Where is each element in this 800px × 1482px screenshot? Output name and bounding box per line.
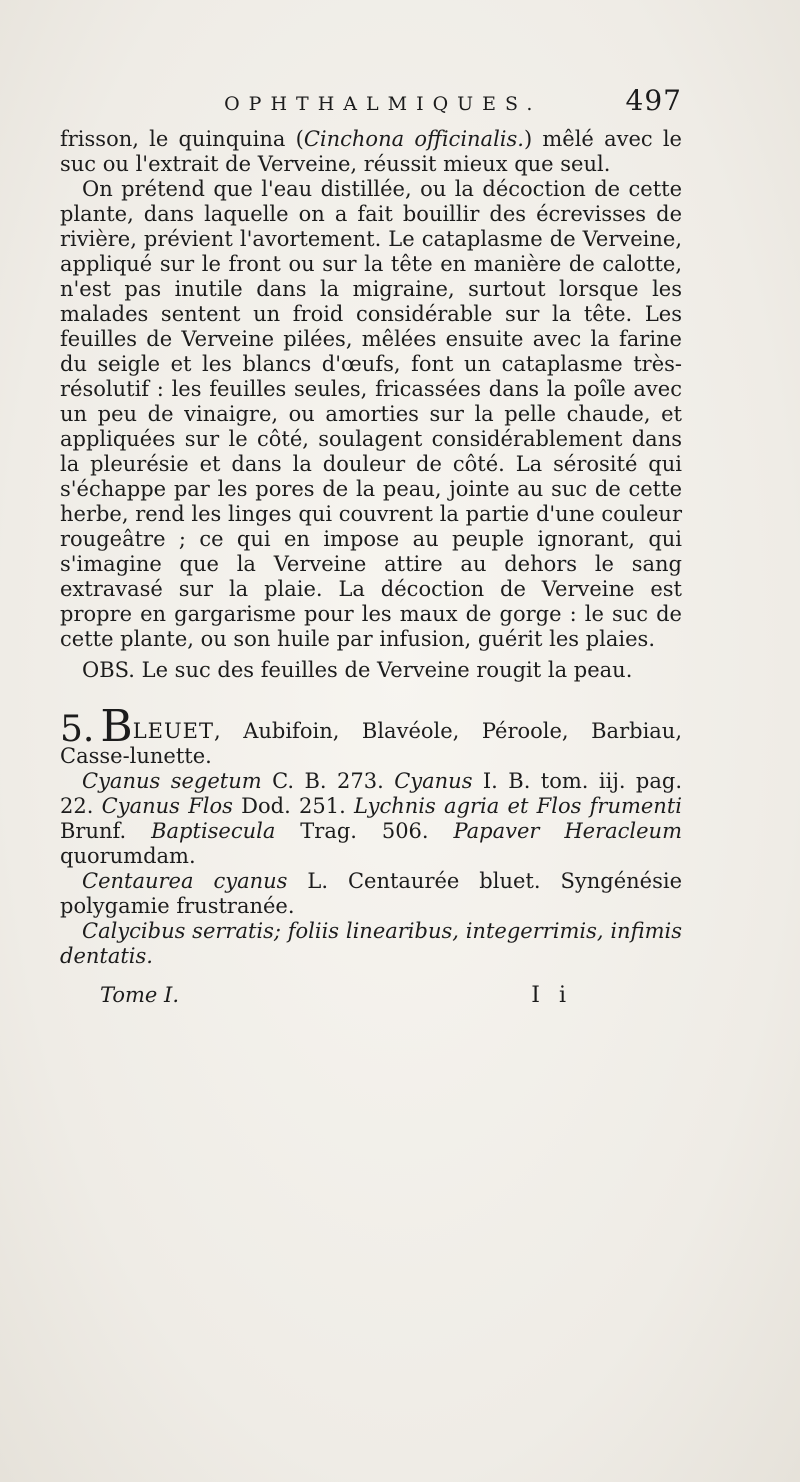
page-number: 497 (625, 84, 682, 117)
synonym-latin: Cyanus (394, 769, 473, 793)
observation-note: OBS. Le suc des feuilles de Verveine rougit la peau. (82, 658, 633, 682)
diagnosis-text: Calycibus serratis; foliis linearibus, integerrimis, infimis dentatis. (60, 919, 682, 968)
entry-common-names: , Aubifoin, Blavéole, Péroole, Barbiau, Casse-lunette. (60, 719, 682, 768)
synonym-reference: I. B. tom. iij. pag. 22. (60, 769, 683, 818)
entry-number: 5. (60, 709, 95, 750)
synonym-reference: Brunf. (60, 819, 152, 843)
p1-latin-name: Cinchona officinalis. (303, 127, 524, 151)
entry-head-rest: LEUET (132, 719, 215, 743)
synonym-reference: Trag. 506. (275, 819, 454, 843)
signature-mark: I i (531, 983, 572, 1008)
entry-dropcap: B (100, 701, 133, 752)
synonym-latin: Cyanus segetum (82, 769, 262, 793)
synonym-reference: quorumdam. (60, 844, 196, 868)
synonym-latin: Baptisecula (151, 819, 276, 843)
volume-label: Tome I. (100, 983, 180, 1007)
plant-entry (60, 701, 683, 969)
page-footer (60, 983, 682, 1008)
synonym-latin: Papaver Heracleum (453, 819, 682, 843)
entry-synonyms (60, 769, 682, 869)
synonym-reference: Dod. 251. (232, 794, 355, 818)
running-head (60, 84, 682, 117)
entry-diagnosis (60, 919, 682, 969)
p1-text-c: ) mêlé avec le suc ou l'extrait de Verveine, réussit mieux que seul. (60, 127, 682, 176)
p1-text-a: frisson, le quinquina ( (60, 127, 304, 151)
paragraph-uses: On prétend que l'eau distillée, ou la décoction de cette plante, dans laquelle on a fait bouillir des écrevisses de rivière, prévient l'avortement. Le cataplasme de Verveine, appliqué sur le front ou sur la tête en manière de calotte, n'est pas inutile dans la migraine, surtout lorsque les malades sentent un froid considérable sur la tête. Les feuilles de Verveine pilées, mêlées ensuite avec la farine du seigle et les blancs d'œufs, font un cataplasme très-résolutif : les feuilles seules, fricassées dans la poîle avec un peu de vinaigre, ou amorties sur la pelle chaude, et appliquées sur le côté, soulagent considérablement dans la pleurésie et dans la douleur de côté. La sérosité qui s'échappe par les pores de la peau, jointe au suc de cette herbe, rend les linges qui couvrent la partie d'une couleur rougeâtre ; ce qui en impose au peuple ignorant, qui s'imagine que la Verveine attire au dehors le sang extravasé sur la plaie. La décoction de Verveine est propre en gargarisme pour les maux de gorge : le suc de cette plante, ou son huile par infusion, guérit les plaies. (60, 177, 682, 651)
paragraph-continuation (60, 127, 682, 177)
synonym-latin: Lychnis agria et Flos frumenti (354, 794, 682, 818)
linnaean-name: Centaurea cyanus (82, 869, 288, 893)
text-column (60, 84, 683, 1008)
synonym-latin: Cyanus Flos (101, 794, 233, 818)
entry-heading (60, 701, 682, 769)
running-title: OPHTHALMIQUES. (224, 93, 542, 115)
synonym-reference: C. B. 273. (261, 769, 395, 793)
entry-linnaean (60, 869, 682, 919)
linnaean-rest: L. Centaurée bluet. Syngénésie polygamie frustranée. (60, 869, 682, 918)
